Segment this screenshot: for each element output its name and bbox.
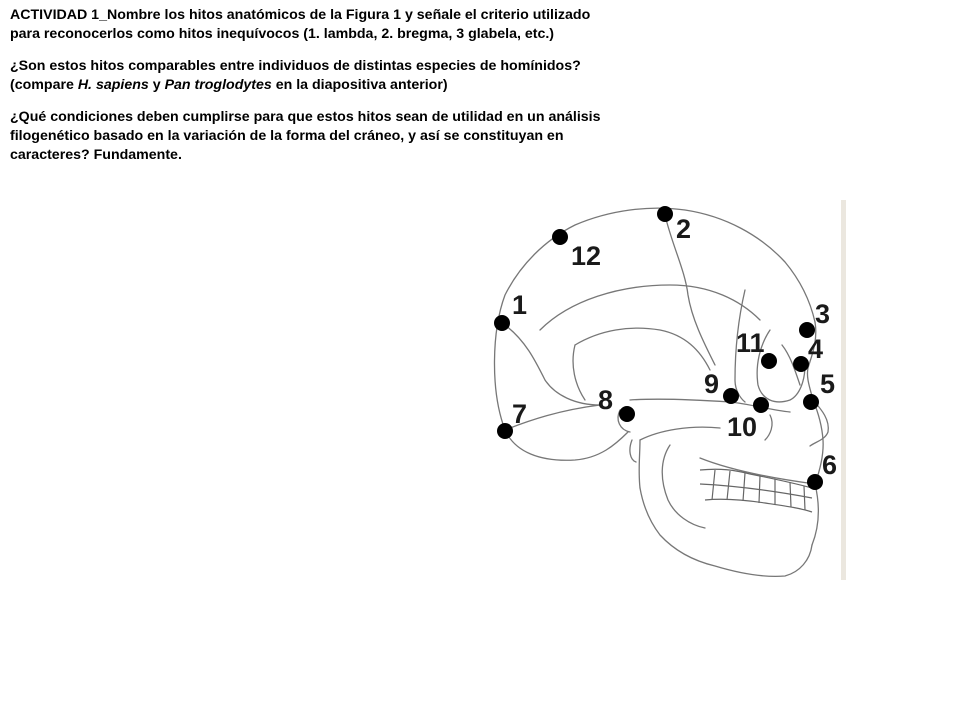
question-conditions: ¿Qué condiciones deben cumplirse para que estos hitos sean de utilidad en un análisis filogenético basado en la variación de la forma del cráneo, y así se constituyan en caracteres? Fundamente. bbox=[10, 109, 601, 163]
landmark-dot-5 bbox=[803, 394, 819, 410]
landmark-label-6: 6 bbox=[822, 450, 838, 480]
landmark-dot-9 bbox=[723, 388, 739, 404]
landmark-dot-7 bbox=[497, 423, 513, 439]
landmark-label-12: 12 bbox=[571, 241, 602, 271]
question-comparability bbox=[10, 57, 620, 95]
landmark-label-11: 11 bbox=[736, 328, 765, 358]
landmark-dot-6 bbox=[807, 474, 823, 490]
landmark-label-5: 5 bbox=[820, 369, 836, 399]
landmark-dot-4 bbox=[793, 356, 809, 372]
teeth bbox=[700, 469, 812, 512]
skull-outline bbox=[494, 208, 831, 576]
activity-instruction: ACTIVIDAD 1_Nombre los hitos anatómicos de la Figura 1 y señale el criterio utilizado para reconocerlos como hitos inequívocos (1. lambda, 2. bregma, 3 glabela, etc.) bbox=[10, 7, 591, 42]
landmark-label-8: 8 bbox=[598, 385, 614, 415]
landmark-label-10: 10 bbox=[727, 412, 758, 442]
species-h-sapiens: H. sapiens bbox=[77, 77, 149, 93]
question-comparability-start: ¿Son estos hitos comparables entre individuos de distintas especies de homínidos? (compare bbox=[10, 58, 581, 93]
landmark-dots bbox=[494, 206, 823, 490]
landmark-label-7: 7 bbox=[512, 399, 528, 429]
landmark-label-3: 3 bbox=[815, 299, 831, 329]
landmark-label-9: 9 bbox=[704, 369, 720, 399]
question-comparability-and: y bbox=[148, 77, 165, 93]
landmark-dot-10 bbox=[753, 397, 769, 413]
landmark-labels bbox=[512, 214, 837, 480]
landmark-label-1: 1 bbox=[512, 290, 528, 320]
landmark-dot-12 bbox=[552, 229, 568, 245]
activity-text bbox=[10, 6, 620, 178]
figure-edge-strip bbox=[841, 200, 846, 580]
species-pan-troglodytes: Pan troglodytes bbox=[164, 77, 272, 93]
landmark-label-2: 2 bbox=[676, 214, 692, 244]
landmark-dot-1 bbox=[494, 315, 510, 331]
landmark-dot-8 bbox=[619, 406, 635, 422]
skull-figure bbox=[480, 198, 850, 580]
landmark-label-4: 4 bbox=[808, 334, 824, 364]
question-comparability-end: en la diapositiva anterior) bbox=[271, 77, 448, 93]
landmark-dot-2 bbox=[657, 206, 673, 222]
